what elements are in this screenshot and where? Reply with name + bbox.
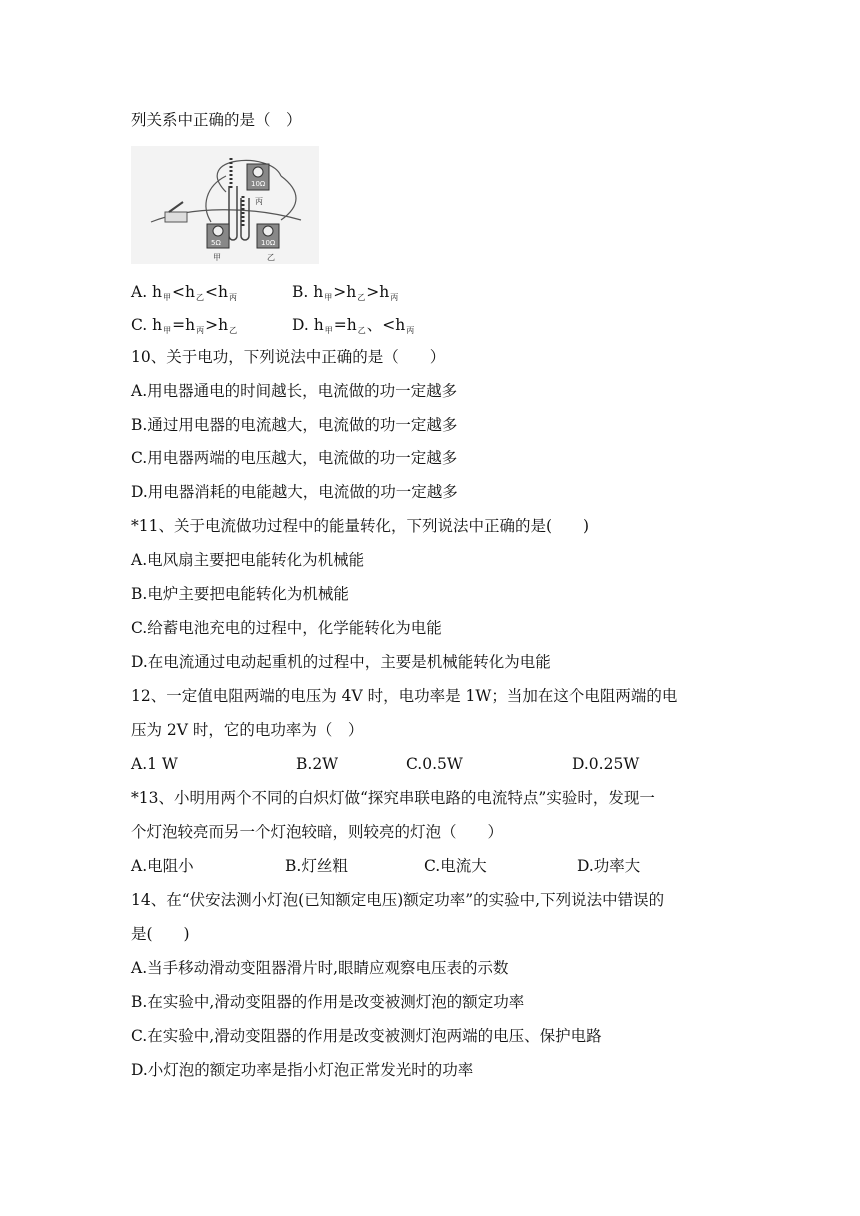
q9-option-b (292, 282, 399, 308)
q9-d-prefix: D. h (292, 316, 324, 334)
q9-d-sub1: 甲 (324, 326, 333, 335)
q13-option-b: B.灯丝粗 (285, 857, 348, 875)
circuit-diagram (131, 146, 319, 264)
q11-option-d: D.在电流通过电动起重机的过程中，主要是机械能转化为电能 (131, 653, 551, 671)
q14-option-d: D.小灯泡的额定功率是指小灯泡正常发光时的功率 (131, 1061, 474, 1079)
q10-option-d: D.用电器消耗的电能越大，电流做的功一定越多 (131, 483, 458, 501)
q9-c-sub3: 乙 (229, 326, 238, 335)
resistor-label-1: 5Ω (211, 239, 221, 247)
q9-stem: 列关系中正确的是（ ） (131, 111, 302, 129)
q9-b-prefix: B. h (292, 283, 324, 301)
q9-d-op1: =h (333, 316, 357, 334)
q9-c-sub2: 丙 (196, 326, 205, 335)
q13-option-c: C.电流大 (424, 857, 487, 875)
q14-stem-line2: 是( ) (131, 925, 190, 943)
q9-a-sub3: 丙 (229, 293, 237, 302)
label-yi: 乙 (267, 253, 275, 262)
label-jia: 甲 (213, 253, 221, 262)
q9-b-sub3: 丙 (390, 293, 399, 302)
q9-option-c (131, 315, 238, 341)
q10-option-b: B.通过用电器的电流越大，电流做的功一定越多 (131, 416, 458, 434)
q11-option-c: C.给蓄电池充电的过程中，化学能转化为电能 (131, 619, 442, 637)
q9-option-a (131, 282, 238, 308)
q9-option-d (292, 315, 415, 341)
q9-b-sub2: 乙 (357, 293, 366, 302)
q13-option-d: D.功率大 (577, 857, 641, 875)
label-bing: 丙 (255, 197, 263, 206)
q13-option-a: A.电阻小 (131, 857, 194, 875)
q9-c-prefix: C. h (131, 316, 163, 334)
circuit-figure (131, 146, 319, 264)
q12-option-a: A.1 W (131, 755, 178, 773)
q9-a-prefix: A. h (131, 283, 163, 301)
q9-c-op1: =h (172, 316, 196, 334)
q11-option-a: A.电风扇主要把电能转化为机械能 (131, 551, 365, 569)
q9-d-sub2: 乙 (357, 326, 366, 335)
q9-d-op2: 、<h (366, 316, 406, 334)
q14-stem-line1: 14、在“伏安法测小灯泡(已知额定电压)额定功率”的实验中,下列说法中错误的 (131, 891, 665, 909)
q9-b-op1: >h (333, 283, 357, 301)
q9-c-sub1: 甲 (163, 326, 172, 335)
q9-a-op2: <h (205, 283, 228, 301)
resistor-label-3: 10Ω (261, 239, 276, 247)
q13-stem-line1: *13、小明用两个不同的白炽灯做“探究串联电路的电流特点”实验时，发现一 (131, 789, 655, 807)
q12-option-c: C.0.5W (406, 755, 463, 773)
q14-option-b: B.在实验中,滑动变阻器的作用是改变被测灯泡的额定功率 (131, 993, 525, 1011)
q11-option-b: B.电炉主要把电能转化为机械能 (131, 585, 349, 603)
q12-option-b: B.2W (296, 755, 339, 773)
resistor-label-2: 10Ω (251, 180, 266, 188)
q14-option-c: C.在实验中,滑动变阻器的作用是改变被测灯泡两端的电压、保护电路 (131, 1027, 602, 1045)
q9-b-op2: >h (366, 283, 390, 301)
q11-stem: *11、关于电流做功过程中的能量转化，下列说法中正确的是( ) (131, 517, 590, 535)
q10-option-c: C.用电器两端的电压越大，电流做的功一定越多 (131, 449, 458, 467)
q10-stem: 10、关于电功，下列说法中正确的是（ ） (131, 348, 446, 366)
q9-c-op2: >h (205, 316, 229, 334)
q9-b-sub1: 甲 (324, 293, 333, 302)
q9-d-sub3: 丙 (406, 326, 415, 335)
q12-option-d: D.0.25W (572, 755, 640, 773)
q14-option-a: A.当手移动滑动变阻器滑片时,眼睛应观察电压表的示数 (131, 959, 509, 977)
q12-stem-line2: 压为 2V 时，它的电功率为（ ） (131, 721, 364, 739)
q12-stem-line1: 12、一定值电阻两端的电压为 4V 时，电功率是 1W；当加在这个电阻两端的电 (131, 687, 678, 705)
q9-a-op1: <h (172, 283, 196, 301)
q10-option-a: A.用电器通电的时间越长，电流做的功一定越多 (131, 382, 458, 400)
q13-stem-line2: 个灯泡较亮而另一个灯泡较暗，则较亮的灯泡（ ） (131, 823, 504, 841)
q9-a-sub2: 乙 (196, 293, 205, 302)
q9-a-sub1: 甲 (163, 293, 172, 302)
